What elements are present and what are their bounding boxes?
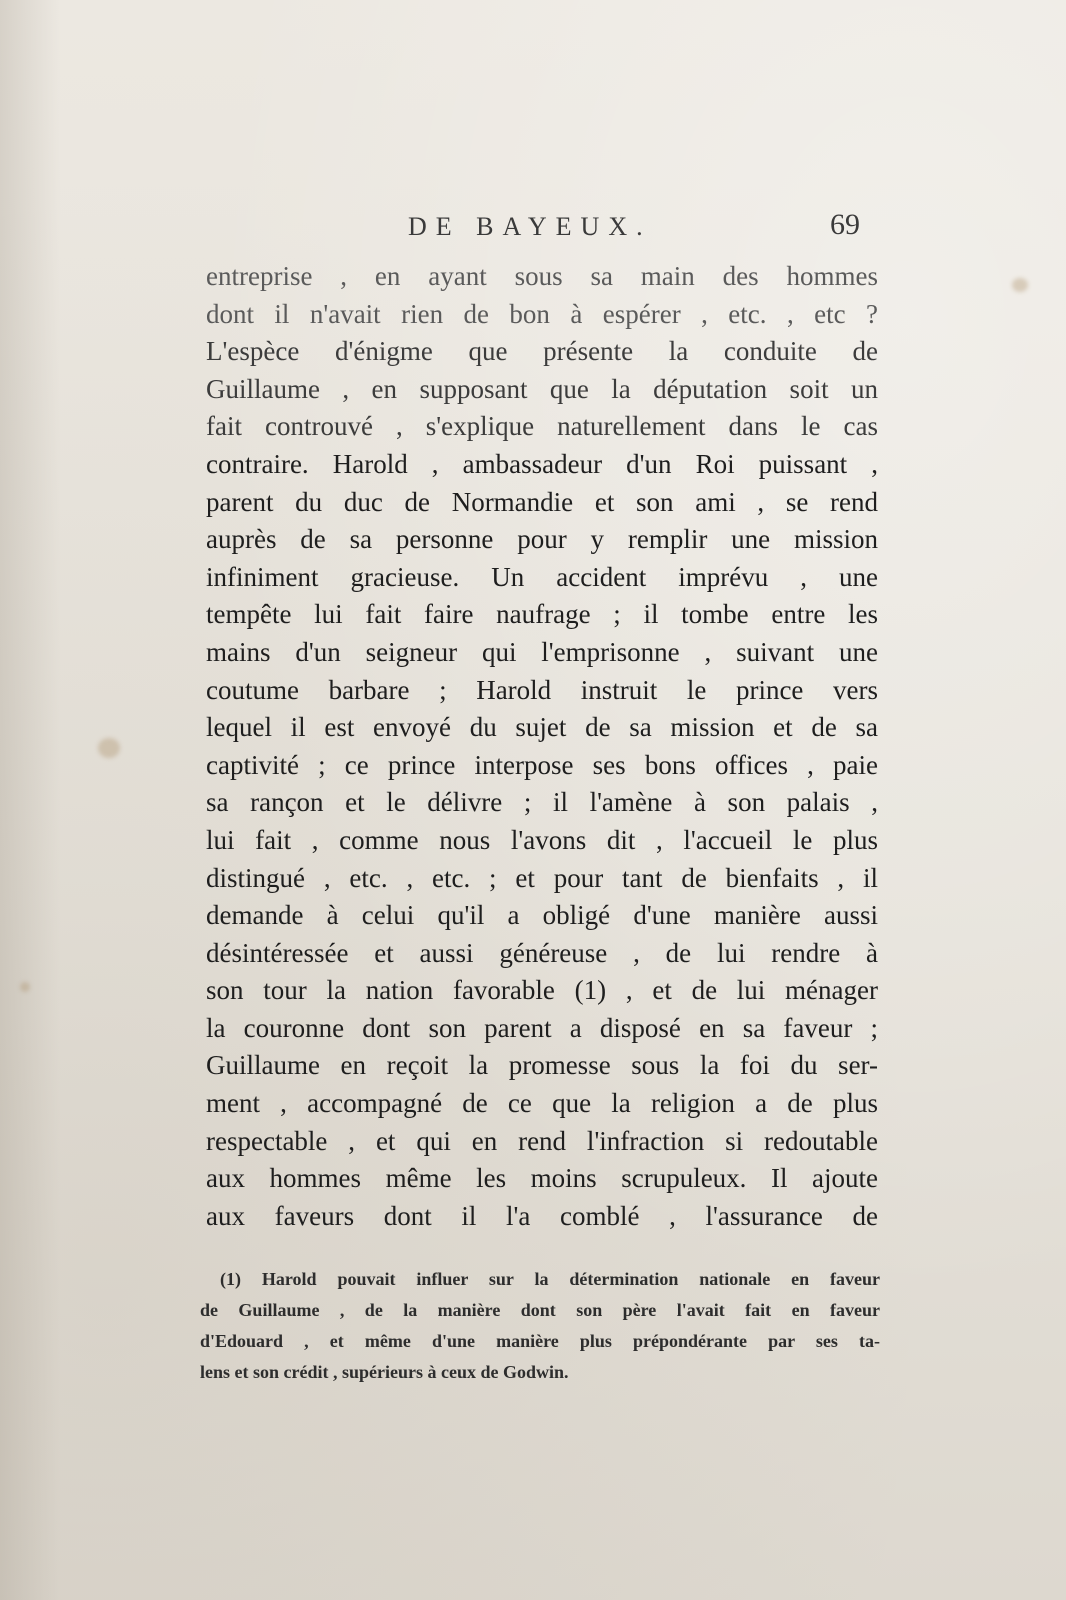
text-line: Guillaume en reçoit la promesse sous la foi du ser- [206, 1050, 878, 1081]
text-line: Guillaume , en supposant que la députation soit un [206, 373, 878, 404]
text-line: auprès de sa personne pour y remplir une mission [206, 524, 878, 555]
footnote-line: d'Edouard , et même d'une manière plus prépondérante par ses ta- [200, 1331, 880, 1351]
text-line: dont il n'avait rien de bon à espérer , etc. , etc ? [206, 298, 878, 329]
foxing-stain [1012, 278, 1028, 292]
text-line: coutume barbare ; Harold instruit le prince vers [206, 674, 878, 705]
text-line: tempête lui fait faire naufrage ; il tombe entre les [206, 599, 878, 630]
footnote-line: (1) Harold pouvait influer sur la détermination nationale en faveur [220, 1269, 880, 1289]
foxing-stain [20, 982, 30, 992]
page-number: 69 [830, 208, 860, 241]
text-line: parent du duc de Normandie et son ami , se rend [206, 486, 878, 517]
text-line: captivité ; ce prince interpose ses bons offices , paie [206, 749, 878, 780]
text-line: la couronne dont son parent a disposé en sa faveur ; [206, 1012, 878, 1043]
page-header [212, 208, 872, 252]
text-line: lui fait , comme nous l'avons dit , l'accueil le plus [206, 824, 878, 855]
text-line: aux hommes même les moins scrupuleux. Il ajoute [206, 1163, 878, 1194]
text-line: son tour la nation favorable (1) , et de lui ménager [206, 975, 878, 1006]
foxing-stain [98, 738, 120, 758]
text-line: aux faveurs dont il l'a comblé , l'assurance de [206, 1200, 878, 1231]
page-gutter-shadow [0, 0, 60, 1600]
text-line: contraire. Harold , ambassadeur d'un Roi puissant , [206, 448, 878, 479]
text-line: mains d'un seigneur qui l'emprisonne , suivant une [206, 636, 878, 667]
text-line: infiniment gracieuse. Un accident imprévu , une [206, 561, 878, 592]
text-line: ment , accompagné de ce que la religion a de plus [206, 1088, 878, 1119]
text-line: distingué , etc. , etc. ; et pour tant de bienfaits , il [206, 862, 878, 893]
footnote [200, 1264, 880, 1388]
text-line: lequel il est envoyé du sujet de sa mission et de sa [206, 712, 878, 743]
footnote-line: lens et son crédit , supérieurs à ceux de Godwin. [200, 1362, 569, 1382]
text-line: fait controuvé , s'explique naturellement dans le cas [206, 411, 878, 442]
text-line: respectable , et qui en rend l'infraction si redoutable [206, 1125, 878, 1156]
text-line: L'espèce d'énigme que présente la conduite de [206, 336, 878, 367]
running-head: DE BAYEUX. [408, 212, 652, 241]
body-text [206, 258, 878, 1235]
text-line: entreprise , en ayant sous sa main des hommes [206, 261, 878, 291]
text-line: sa rançon et le délivre ; il l'amène à son palais , [206, 787, 878, 818]
footnote-line: de Guillaume , de la manière dont son père l'avait fait en faveur [200, 1300, 880, 1320]
text-line: demande à celui qu'il a obligé d'une manière aussi [206, 900, 878, 931]
text-line: désintéressée et aussi généreuse , de lui rendre à [206, 937, 878, 968]
